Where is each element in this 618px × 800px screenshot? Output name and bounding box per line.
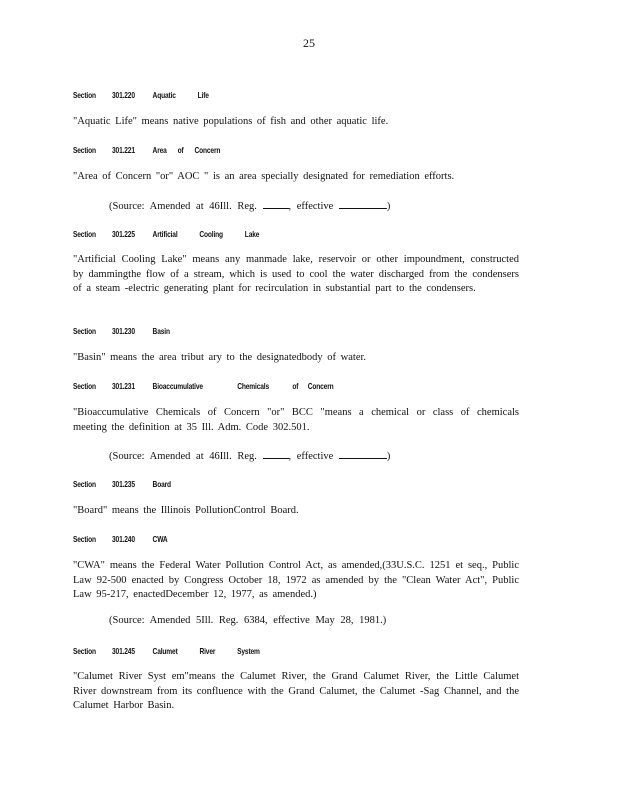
definition-aquatic-life: "Aquatic Life" means native populations of fish and other aquatic life. xyxy=(73,116,389,127)
definition-board: "Board" means the Illinois PollutionControl Board. xyxy=(73,505,299,516)
section-heading-301-221: Section 301.221 Area of Concern xyxy=(73,145,221,155)
section-heading-301-220: Section 301.220 Aquatic Life xyxy=(73,90,209,100)
definition-calumet-river-system: "Calumet River Syst em"means the Calumet River, the Grand Calumet River, the Little Calumet River downstream from its confluence with the Grand Calumet, the Calumet -Sag Channel, and the Calumet Harbor Basin. xyxy=(73,671,519,711)
section-heading-301-225: Section 301.225 Artificial Cooling Lake xyxy=(73,229,260,239)
definition-bcc: "Bioaccumulative Chemicals of Concern "or" BCC "means a chemical or class of chemicals meeting the definition at 35 Ill. Adm. Code 302.501. xyxy=(73,407,519,433)
blank-reg xyxy=(263,198,289,209)
section-heading-301-245: Section 301.245 Calumet River System xyxy=(73,646,260,656)
definition-artificial-cooling-lake: "Artificial Cooling Lake" means any manmade lake, reservoir or other impoundment, constructed by dammingthe flow of a stream, which is used to cool the water discharged from the condensers of a steam -electric generating plant for recirculation in substantial part to the condensers. xyxy=(73,254,519,294)
blank-date xyxy=(339,198,387,209)
blank-date xyxy=(339,448,387,459)
source-note-bcc: (Source: Amended at 46Ill. Reg. , effective ) xyxy=(109,448,390,462)
section-heading-301-231: Section 301.231 Bioaccumulative Chemicals of Concern xyxy=(73,381,334,391)
page-number: 25 xyxy=(303,36,315,50)
definition-area-of-concern: "Area of Concern "or" AOC " is an area specially designated for remediation efforts. xyxy=(73,171,455,182)
section-heading-301-230: Section 301.230 Basin xyxy=(73,326,170,336)
blank-reg xyxy=(263,448,289,459)
source-note-cwa: (Source: Amended 5Ill. Reg. 6384, effective May 28, 1981.) xyxy=(109,615,387,626)
section-heading-301-240: Section 301.240 CWA xyxy=(73,534,168,544)
section-heading-301-235: Section 301.235 Board xyxy=(73,479,171,489)
definition-basin: "Basin" means the area tribut ary to the designatedbody of water. xyxy=(73,352,367,363)
source-note-aoc: (Source: Amended at 46Ill. Reg. , effective ) xyxy=(109,198,390,212)
definition-cwa: "CWA" means the Federal Water Pollution Control Act, as amended,(33U.S.C. 1251 et seq., Public Law 92-500 enacted by Congress October 18, 1972 as amended by the "Clean Water Act", Public Law 95-217, enactedDecember 12, 1977, as amended.) xyxy=(73,560,519,600)
